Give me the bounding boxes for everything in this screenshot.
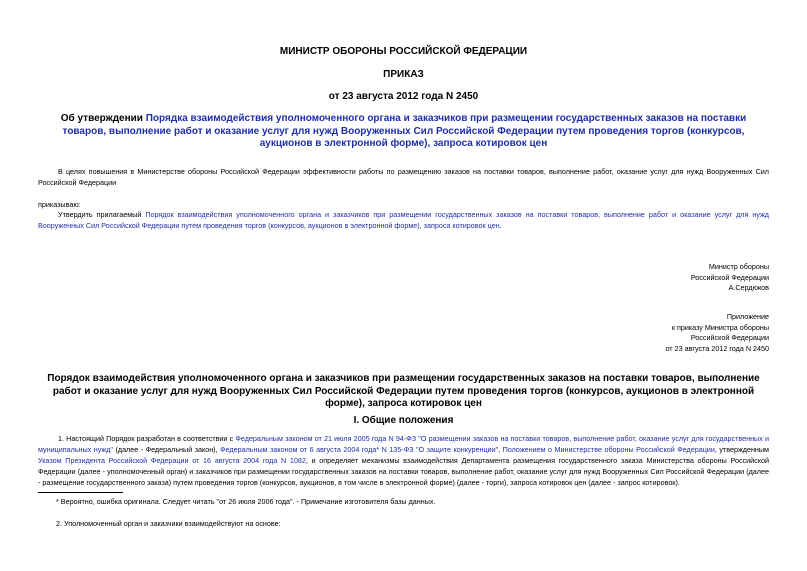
preamble-paragraph: В целях повышения в Министерстве обороны Российской Федерации эффективности работы по размещению заказов на поставки товаров, выполнение работ, оказание услуг для нужд Вооруженных Сил Российской Федерации xyxy=(38,167,769,187)
law-135fz-link[interactable]: Федеральным законом от 6 августа 2004 года* N 135-ФЗ "О защите конкуренции" xyxy=(220,445,499,454)
section-heading: I. Общие положения xyxy=(353,415,454,426)
footnote-divider xyxy=(38,492,123,493)
section1-paragraph-2: 2. Уполномоченный орган и заказчики взаимодействуют на основе: xyxy=(56,519,281,528)
appendix-line-4: от 23 августа 2012 года N 2450 xyxy=(665,343,769,353)
appendix-line-1: Приложение xyxy=(726,312,769,321)
approve-paragraph xyxy=(38,209,769,231)
ministry-heading: МИНИСТР ОБОРОНЫ РОССИЙСКОЙ ФЕДЕРАЦИИ xyxy=(279,46,528,57)
p1-text-c: , xyxy=(498,445,503,454)
appendix-line-2: к приказу Министра обороны xyxy=(671,322,769,332)
approve-link[interactable]: Порядок взаимодействия уполномоченного органа и заказчиков при размещении государственных заказов на поставки товаров, выполнение работ и оказание услуг для нужд Вооруженных Сил Российской Федерации путем проведения торгов (конкурсов, аукционов в электронной форме), запроса котировок цен xyxy=(38,210,769,230)
signature-line-1: Министр обороны xyxy=(708,262,769,271)
signature-line-3: А.Сердюков xyxy=(728,283,769,292)
doc-type-heading: ПРИКАЗ xyxy=(383,69,424,80)
appendix-block xyxy=(665,312,769,354)
signature-line-2: Российской Федерации xyxy=(690,272,769,282)
p1-text-a: 1. Настоящий Порядок разработан в соответствии с xyxy=(58,434,236,443)
p1-text-b: (далее - Федеральный закон), xyxy=(112,445,221,454)
p1-text-e: , и определяет механизмы взаимодействия Департамента размещения государственного заказа Министерства обороны Российской Федерации (далее - уполномоченный орган) и заказчиков при размещении государственных заказов на поставки товаров, выполнение работ, оказание услуг для нужд Вооруженных Сил Российской Федерации (далее - размещение государственного заказа) путем проведения торгов (конкурсов, аукционов, в том числе в электронной форме) (далее - торги), запроса котировок цен (далее - запрос котировок). xyxy=(38,456,770,487)
procedure-title: Порядок взаимодействия уполномоченного органа и заказчиков при размещении государственных заказов на поставки товаров, выполнение работ и оказание услуг для нужд Вооруженных Сил Российской Федерации путем проведения торгов (конкурсов, аукционов в электронной форме), запроса котировок цен xyxy=(47,373,760,409)
footnote: * Вероятно, ошибка оригинала. Следует читать "от 26 июля 2006 года". - Примечание изготовителя базы данных. xyxy=(56,497,436,506)
approve-suffix: . xyxy=(499,221,502,230)
document-title xyxy=(50,113,757,151)
presidential-decree-link[interactable]: Указом Президента Российской Федерации от 16 августа 2004 года N 1082 xyxy=(38,456,306,465)
ministry-regulation-link[interactable]: Положением о Министерстве обороны Российской Федерации xyxy=(502,445,715,454)
appendix-line-3: Российской Федерации xyxy=(690,333,769,342)
order-word: приказываю: xyxy=(38,200,81,209)
signature-block xyxy=(691,262,769,294)
title-prefix: Об утверждении xyxy=(60,113,146,124)
approve-prefix: Утвердить прилагаемый xyxy=(58,210,146,219)
law-94fz-link[interactable]: Федеральным законом от 21 июля 2005 года N 94-ФЗ "О размещении заказов на поставки товаров, выполнение работ, оказание услуг для государственных и муниципальных нужд" xyxy=(38,434,769,454)
p1-text-d: , утвержденным xyxy=(714,445,769,454)
doc-date: от 23 августа 2012 года N 2450 xyxy=(328,91,479,102)
title-link[interactable]: Порядка взаимодействия уполномоченного органа и заказчиков при размещении государственных заказов на поставки товаров, выполнение работ и оказание услуг для нужд Вооруженных Сил Российской Федерации путем проведения торгов (конкурсов, аукционов в электронной форме), запроса котировок цен xyxy=(62,113,747,149)
section1-paragraph-1 xyxy=(38,433,769,488)
